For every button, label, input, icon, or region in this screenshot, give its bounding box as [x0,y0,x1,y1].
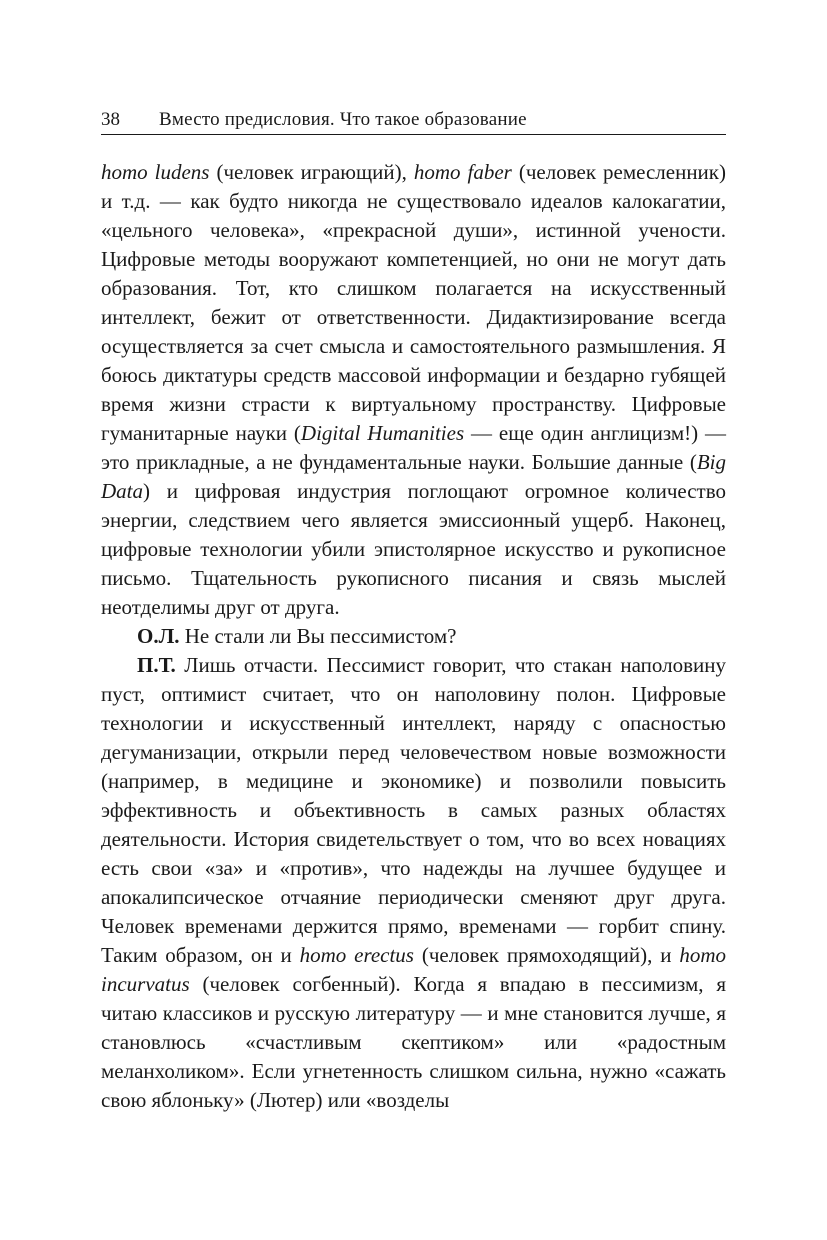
term-homo-erectus: homo erectus [299,943,414,967]
term-homo-incurvatus: homo incurvatus [101,943,726,996]
running-head [101,106,726,135]
paragraph-1-text-4: ) и цифровая индустрия поглощают огромное количество энергии, следствием чего является эмиссионный ущерб. Наконец, цифровые технологии убили эпистолярное искусство и рукописное письмо. Тщательность рукописного писания и связь мыслей неотделимы друг от друга. [101,479,726,619]
paragraph-1 [101,158,726,622]
term-big-data: Big Data [101,450,726,503]
question-text: Не стали ли Вы пессимистом? [179,624,457,648]
speaker-pt: П.Т. [137,653,176,677]
paragraph-1-text-1: (человек играющий), [209,160,414,184]
term-homo-faber: homo faber [413,160,512,184]
paragraph-1-text-2: (человек ремесленник) и т.д. — как будто никогда не существовало идеалов калокагатии, «цельного человека», «прекрасной души», истинной учености. Цифровые методы вооружают компетенцией, но они не могут дать образования. Тот, кто слишком полагается на искусственный интеллект, бежит от ответственности. Дидактизирование всегда осуществляется за счет смысла и самостоятельного размышления. Я боюсь диктатуры средств массовой информации и бездарно губящей время жизни страсти к виртуальному пространству. Цифровые гуманитарные науки ( [101,160,726,445]
running-title: Вместо предисловия. Что такое образование [159,109,527,130]
speaker-ol: О.Л. [137,624,180,648]
answer-text-3: (человек согбенный). Когда я впадаю в пессимизм, я читаю классиков и русскую литературу — и мне становится лучше, я становлюсь «счастливым скептиком» или «радостным меланхоликом». Если угнетенность слишком сильна, нужно «сажать свою яблоньку» (Лютер) или «возделы [101,972,726,1112]
body-text [101,158,726,1115]
answer-text-1: Лишь отчасти. Пессимист говорит, что стакан наполовину пуст, оптимист считает, что он наполовину полон. Цифровые технологии и искусственный интеллект, наряду с опасностью дегуманизации, открыли перед человечеством новые возможности (например, в медицине и экономике) и позволили повысить эффективность и объективность в самых разных областях деятельности. История свидетельствует о том, что во всех новациях есть свои «за» и «против», что надежды на лучшее будущее и апокалипсическое отчаяние периодически сменяют друг друга. Человек временами держится прямо, временами — горбит спину. Таким образом, он и [101,653,726,967]
page-number: 38 [101,109,120,130]
term-homo-ludens: homo ludens [101,160,210,184]
answer-paragraph [101,651,726,1115]
paragraph-1-text-3: — еще один англицизм!) — это прикладные, а не фундаментальные науки. Большие данные ( [101,421,726,474]
term-digital-humanities: Digital Humanities [300,421,465,445]
question-paragraph [101,622,726,651]
answer-text-2: (человек прямоходящий), и [413,943,680,967]
